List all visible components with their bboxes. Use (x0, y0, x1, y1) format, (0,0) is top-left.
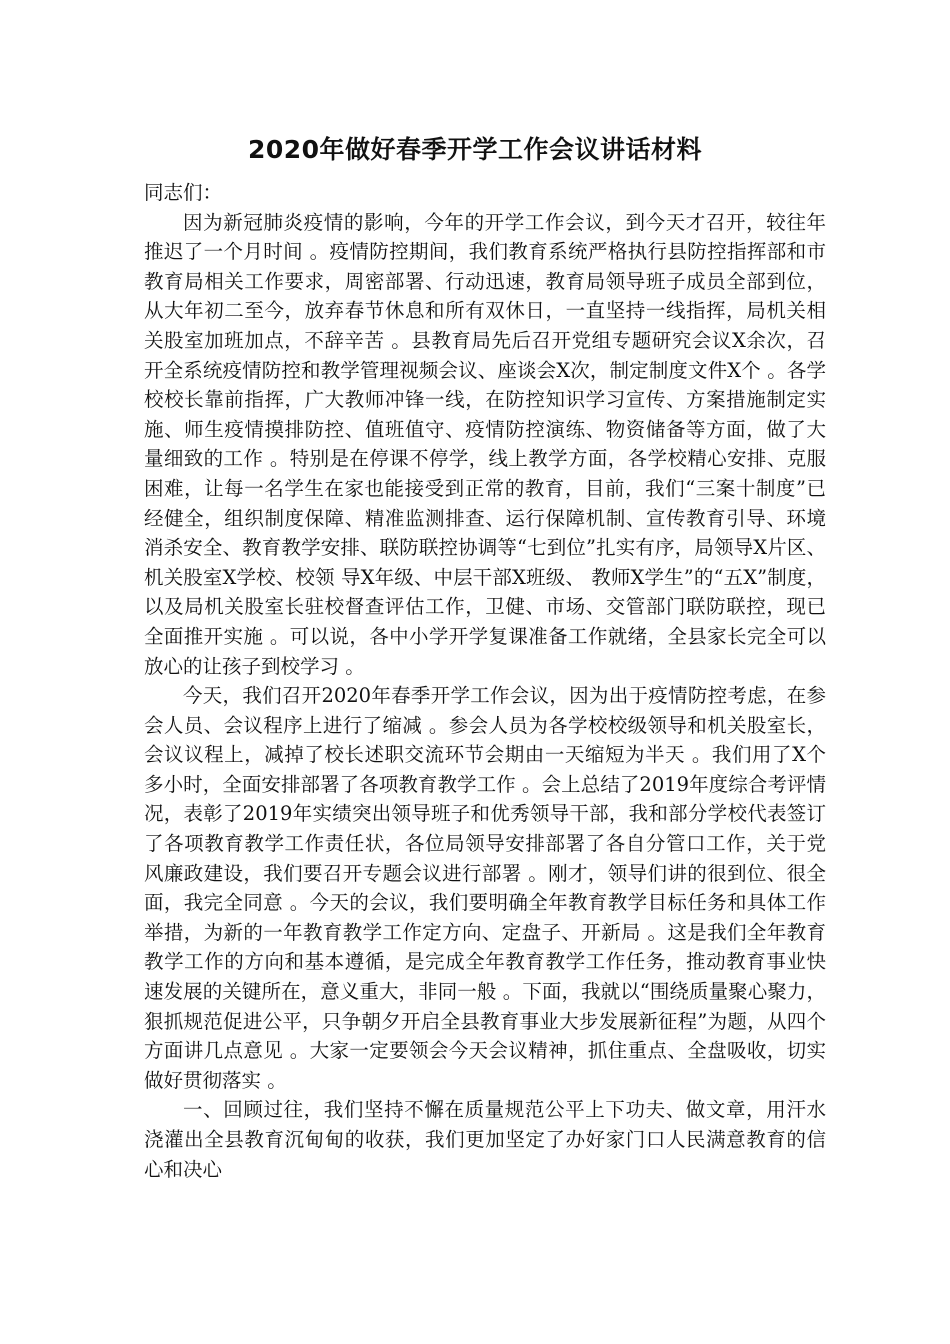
salutation: 同志们： (144, 181, 223, 204)
paragraph-2: 今天，我们召开2020年春季开学工作会议，因为出于疫情防控考虑，在参会人员、会议程序上进行了缩减 。参会人员为各学校校级领导和机关股室长，会议议程上，减掉了校长述职交流环节会期由一天缩短为半天 。我们用了X个多小时，全面安排部署了各项教育教学工作 。会上总结了2019年度综合考评情况，表彰了2019年实绩突出领导班子和优秀领导干部，我和部分学校代表签订了各项教育教学工作责任状，各位局领导安排部署了各自分管口工作，关于党风廉政建设，我们要召开专题会议进行部署 。刚才，领导们讲的很到位、很全面，我完全同意 。今天的会议，我们要明确全年教育教学目标任务和具体工作举措，为新的一年教育教学工作定方向、定盘子、开新局 。这是我们全年教育教学工作的方向和基本遵循，是完成全年教育教学工作任务，推动教育事业快速发展的关键所在，意义重大，非同一般 。下面，我就以“围绕质量聚心聚力，狠抓规范促进公平，只争朝夕开启全县教育事业大步发展新征程”为题，从四个方面讲几点意见 。大家一定要领会今天会议精神，抓住重点、全盘吸收，切实做好贯彻落实 。 (144, 684, 826, 1092)
document-title: 2020年做好春季开学工作会议讲话材料 (247, 135, 703, 164)
document-body (144, 178, 826, 1184)
paragraph-1: 因为新冠肺炎疫情的影响，今年的开学工作会议，到今天才召开，较往年推迟了一个月时间 。疫情防控期间，我们教育系统严格执行县防控指挥部和市教育局相关工作要求，周密部署、行动迅速，教育局领导班子成员全部到位，从大年初二至今，放弃春节休息和所有双休日，一直坚持一线指挥，局机关相关股室加班加点，不辞辛苦 。县教育局先后召开党组专题研究会议X余次，召开全系统疫情防控和教学管理视频会议、座谈会X次，制定制度文件X个 。各学校校长靠前指挥，广大教师冲锋一线，在防控知识学习宣传、方案措施制定实施、师生疫情摸排防控、值班值守、疫情防控演练、物资储备等方面，做了大量细致的工作 。特别是在停课不停学，线上教学方面，各学校精心安排、克服困难，让每一名学生在家也能接受到正常的教育，目前，我们“三案十制度”已经健全，组织制度保障、精准监测排查、运行保障机制、宣传教育引导、环境消杀安全、教育教学安排、联防联控协调等“七到位”扎实有序，局领导X片区、机关股室X学校、校领 导X年级、中层干部X班级、 教师X学生”的“五X”制度，以及局机关股室长驻校督查评估工作，卫健、市场、交管部门联防联控，现已全面推开实施 。可以说，各中小学开学复课准备工作就绪，全县家长完全可以放心的让孩子到校学习 。 (144, 210, 826, 678)
paragraph-3: 一、回顾过往，我们坚持不懈在质量规范公平上下功夫、做文章，用汗水浇灌出全县教育沉甸甸的收获，我们更加坚定了办好家门口人民满意教育的信心和决心 (144, 1098, 826, 1181)
